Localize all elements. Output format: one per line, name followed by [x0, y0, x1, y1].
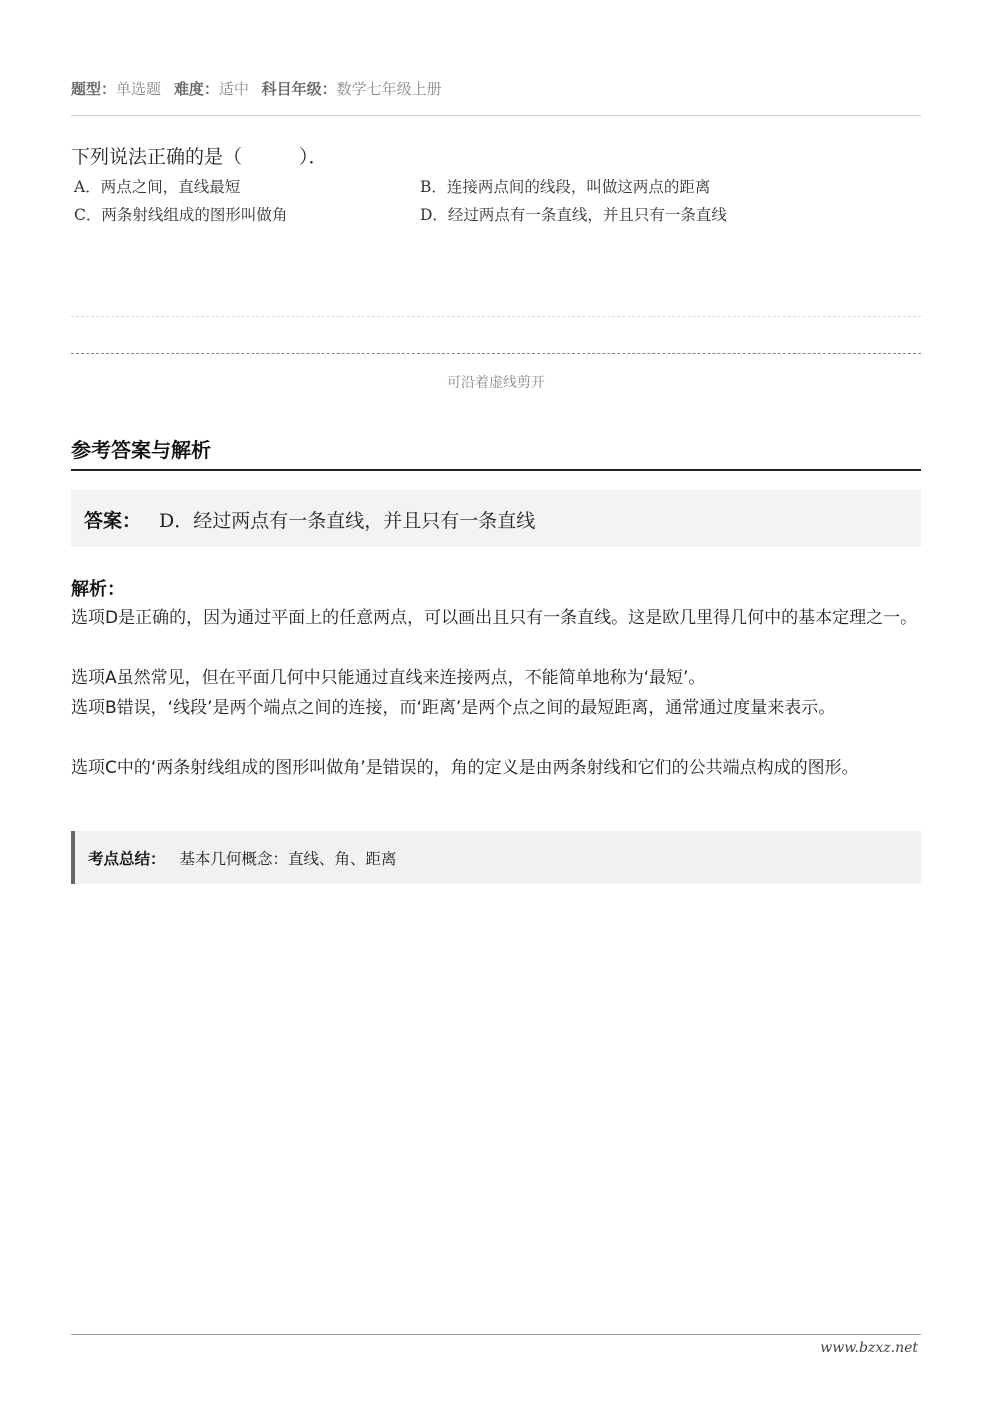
answer-label: 答案：: [84, 510, 142, 532]
footer-site: www.bzxz.net: [820, 1340, 918, 1356]
meta-divider: [71, 115, 921, 116]
question-stem: 下列说法正确的是（ ）．: [71, 146, 328, 168]
option-c: C．两条射线组成的图形叫做角: [74, 206, 288, 224]
difficulty-value: 适中: [218, 80, 249, 98]
analysis-paragraph-d: 选项D是正确的，因为通过平面上的任意两点，可以画出且只有一条直线。这是欧几里得几何中的基本定理之一。: [71, 608, 918, 628]
analysis-paragraph-a: 选项A虽然常见，但在平面几何中只能通过直线来连接两点，不能简单地称为‘最短’。: [71, 668, 706, 688]
answer-box: [71, 490, 921, 547]
analysis-label: 解析：: [71, 579, 125, 600]
type-value: 单选题: [116, 80, 162, 98]
subject-label: 科目年级：: [261, 80, 337, 98]
analysis-paragraph-c: 选项C中的‘两条射线组成的图形叫做角’是错误的，角的定义是由两条射线和它们的公共端点构成的图形。: [71, 758, 859, 778]
cut-note: 可沿着虚线剪开: [447, 375, 545, 391]
subject-value: 数学七年级上册: [336, 80, 442, 98]
footer-divider: [71, 1334, 921, 1335]
type-label: 题型：: [71, 80, 117, 98]
keypoint-label: 考点总结：: [88, 850, 166, 868]
keypoint-value: 基本几何概念：直线、角、距离: [179, 850, 397, 868]
analysis-paragraph-b: 选项B错误，‘线段’是两个端点之间的连接，而‘距离’是两个点之间的最短距离，通常通过度量来表示。: [71, 698, 836, 718]
answer-section-title: 参考答案与解析: [71, 438, 211, 462]
option-d: D．经过两点有一条直线，并且只有一条直线: [420, 206, 727, 224]
cut-line: [71, 353, 921, 354]
answer-value: D．经过两点有一条直线，并且只有一条直线: [159, 510, 536, 532]
section-divider: [71, 469, 921, 471]
question-meta: [71, 78, 921, 99]
keypoint-box: [71, 831, 921, 884]
option-a: A．两点之间，直线最短: [74, 178, 241, 196]
difficulty-label: 难度：: [173, 80, 219, 98]
option-b: B．连接两点间的线段，叫做这两点的距离: [420, 178, 711, 196]
answer-area-divider: [71, 316, 921, 317]
